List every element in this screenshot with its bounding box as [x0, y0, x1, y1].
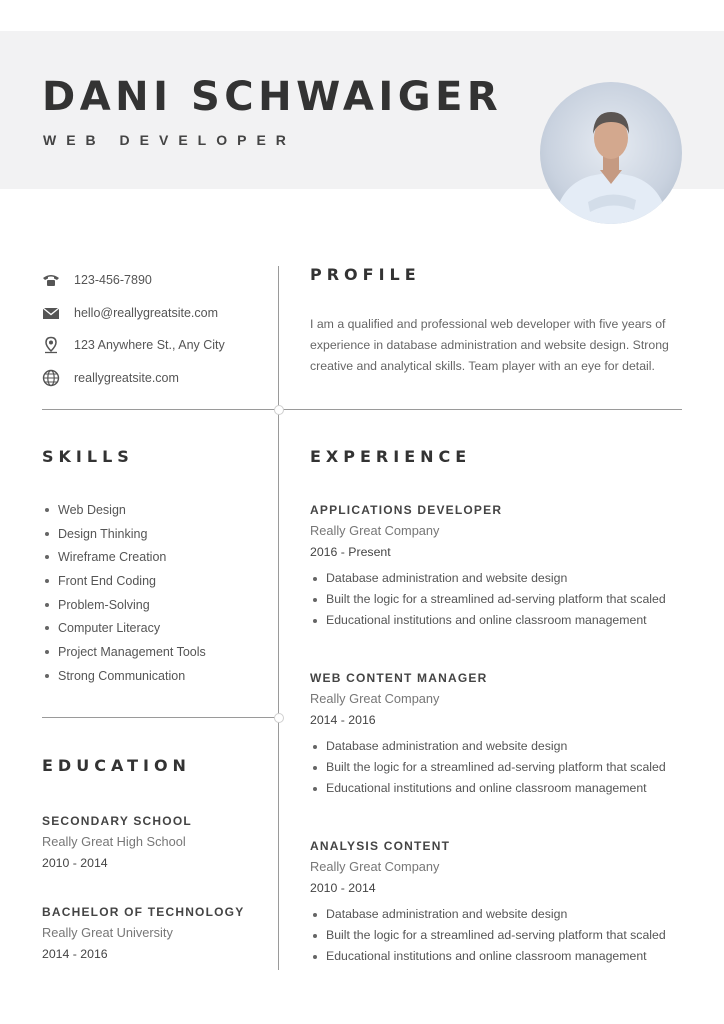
job-bullets — [310, 568, 690, 631]
skill-item: Web Design — [58, 500, 206, 524]
contact-email — [42, 297, 225, 330]
skill-item: Strong Communication — [58, 666, 206, 690]
job-bullets — [310, 736, 690, 799]
job-bullet: Built the logic for a streamlined ad-serving platform that scaled — [326, 589, 690, 610]
candidate-role: WEB DEVELOPER — [43, 132, 296, 148]
job-dates: 2010 - 2014 — [310, 881, 376, 895]
job-bullet: Database administration and website design — [326, 736, 690, 757]
candidate-name: DANI SCHWAIGER — [42, 74, 503, 120]
job-company: Really Great Company — [310, 859, 440, 874]
job-bullet: Educational institutions and online classroom management — [326, 946, 690, 967]
education-school: Really Great High School — [42, 834, 186, 849]
job-bullet: Built the logic for a streamlined ad-serving platform that scaled — [326, 925, 690, 946]
job-bullets — [310, 904, 690, 967]
email-icon — [42, 304, 60, 322]
contact-address — [42, 329, 225, 362]
job-dates: 2016 - Present — [310, 545, 391, 559]
education-degree: BACHELOR OF TECHNOLOGY — [42, 905, 245, 919]
contact-list — [42, 264, 225, 394]
contact-phone — [42, 264, 225, 297]
job-dates: 2014 - 2016 — [310, 713, 376, 727]
skill-item: Wireframe Creation — [58, 547, 206, 571]
education-dates: 2010 - 2014 — [42, 856, 108, 870]
profile-text: I am a qualified and professional web developer with five years of experience in database administration and website design. Strong creative and analytical skills. Team player with an eye for detail. — [310, 317, 669, 373]
experience-heading: EXPERIENCE — [310, 447, 472, 466]
skill-item: Design Thinking — [58, 524, 206, 548]
website-text: reallygreatsite.com — [74, 370, 179, 385]
job-bullet: Educational institutions and online classroom management — [326, 610, 690, 631]
experience-entry — [310, 500, 690, 631]
vertical-divider — [278, 266, 279, 970]
job-bullet: Database administration and website design — [326, 568, 690, 589]
skills-heading: SKILLS — [42, 447, 134, 466]
globe-icon — [42, 369, 60, 387]
experience-entry — [310, 668, 690, 799]
divider-node — [274, 713, 284, 723]
phone-text: 123-456-7890 — [74, 273, 152, 288]
job-title: WEB CONTENT MANAGER — [310, 671, 488, 685]
education-heading: EDUCATION — [42, 756, 191, 775]
job-company: Really Great Company — [310, 691, 440, 706]
education-entry — [42, 902, 244, 964]
education-degree: SECONDARY SCHOOL — [42, 814, 192, 828]
profile-heading: PROFILE — [310, 265, 421, 284]
phone-icon — [42, 271, 60, 289]
skill-item: Problem-Solving — [58, 595, 206, 619]
location-pin-icon — [42, 336, 60, 354]
profile-photo — [540, 82, 682, 224]
education-entry — [42, 811, 192, 873]
contact-website — [42, 362, 225, 395]
skill-item: Computer Literacy — [58, 618, 206, 642]
job-bullet: Educational institutions and online classroom management — [326, 778, 690, 799]
divider-node — [274, 405, 284, 415]
horizontal-divider-bottom — [42, 717, 278, 718]
education-school: Really Great University — [42, 925, 173, 940]
skills-list — [42, 500, 206, 690]
education-dates: 2014 - 2016 — [42, 947, 108, 961]
job-title: ANALYSIS CONTENT — [310, 839, 451, 853]
horizontal-divider-top — [42, 409, 682, 410]
skill-item: Front End Coding — [58, 571, 206, 595]
address-text: 123 Anywhere St., Any City — [74, 338, 225, 353]
job-company: Really Great Company — [310, 523, 440, 538]
job-title: APPLICATIONS DEVELOPER — [310, 503, 503, 517]
email-text: hello@reallygreatsite.com — [74, 305, 219, 320]
job-bullet: Built the logic for a streamlined ad-serving platform that scaled — [326, 757, 690, 778]
skill-item: Project Management Tools — [58, 642, 206, 666]
experience-entry — [310, 836, 690, 967]
job-bullet: Database administration and website design — [326, 904, 690, 925]
